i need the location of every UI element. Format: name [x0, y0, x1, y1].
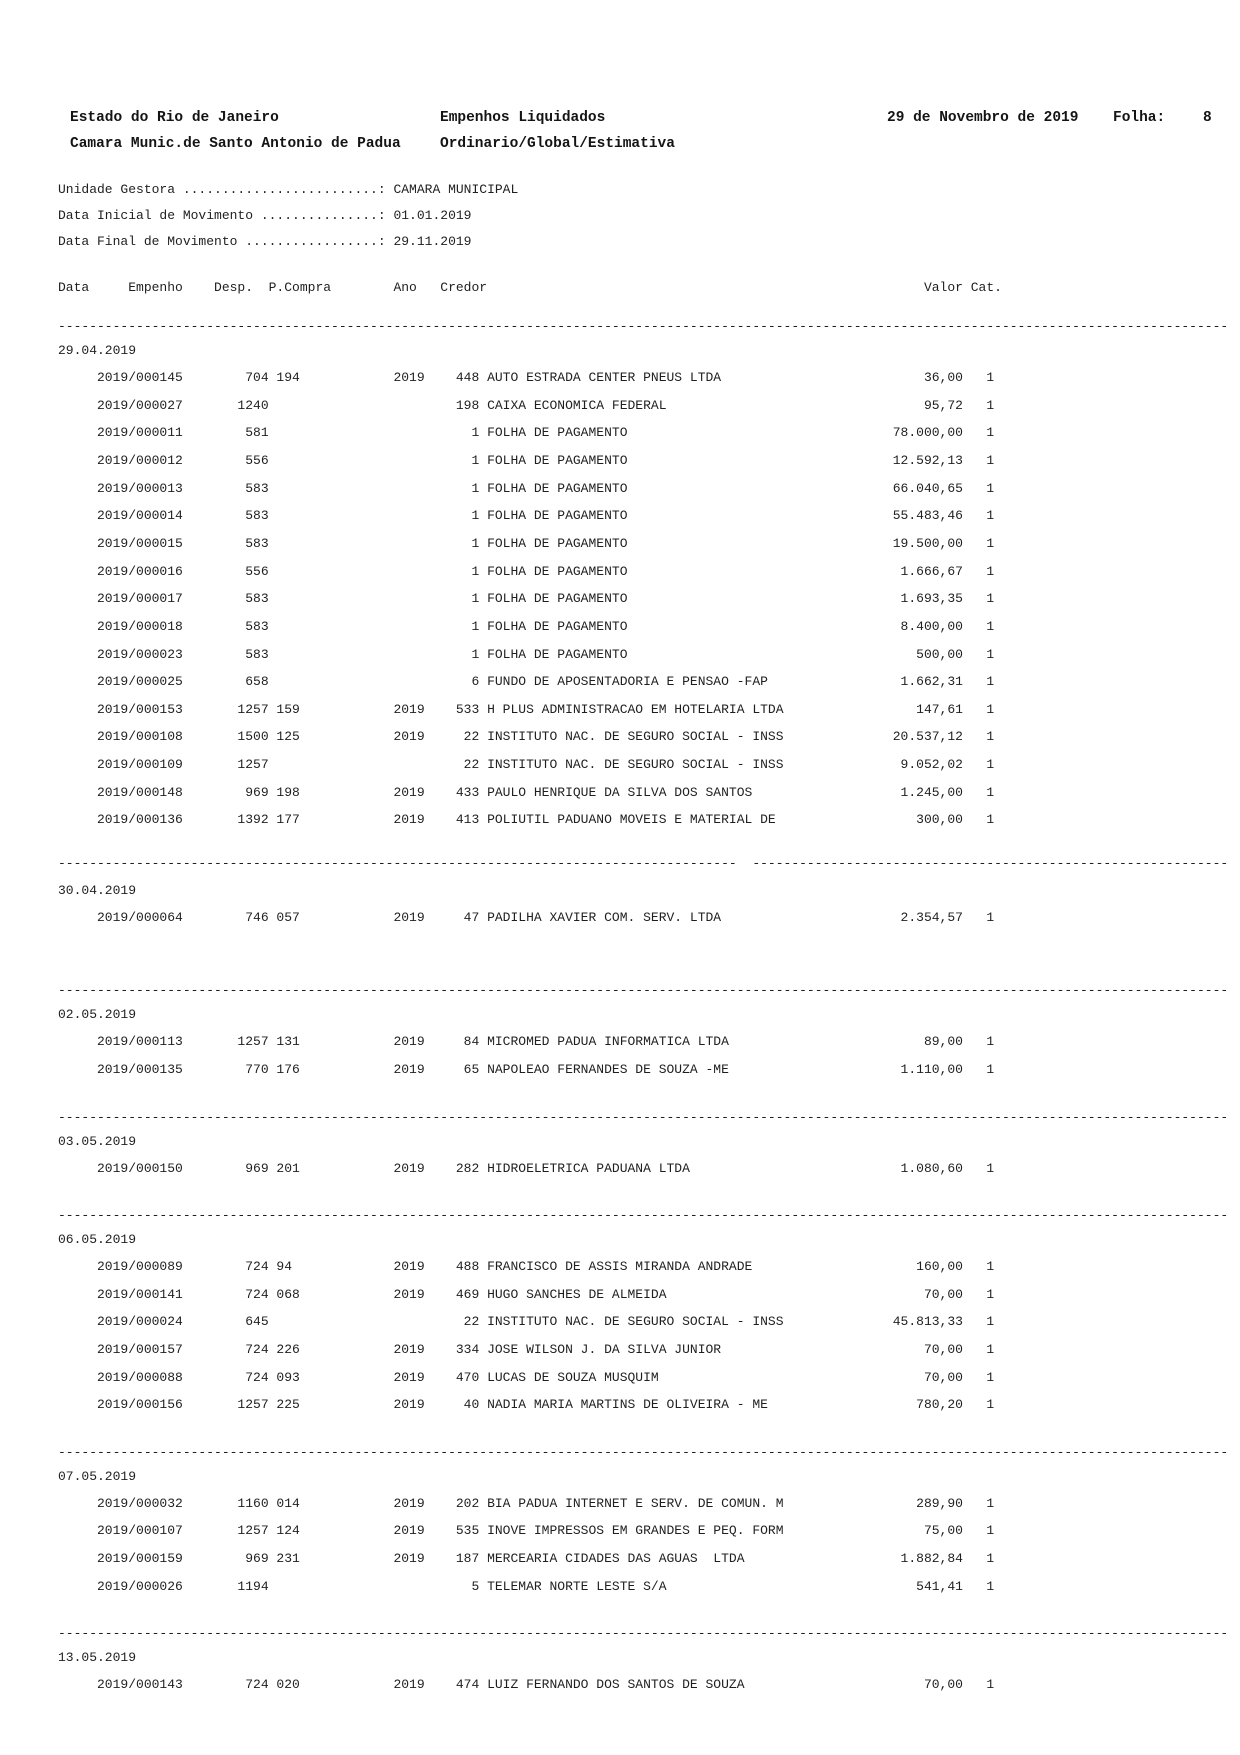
- table-row: 2019/000017 583 1 FOLHA DE PAGAMENTO 1.693,35 1: [58, 591, 995, 607]
- table-row: 2019/000107 1257 124 2019 535 INOVE IMPRESSOS EM GRANDES E PEQ. FORM 75,00 1: [58, 1523, 995, 1539]
- info-line: Data Final de Movimento .................: 29.11.2019: [58, 234, 472, 249]
- table-row: 2019/000018 583 1 FOLHA DE PAGAMENTO 8.400,00 1: [58, 618, 995, 634]
- section-date: 13.05.2019: [58, 1650, 137, 1666]
- info-line: Data Inicial de Movimento ...............: 01.01.2019: [58, 208, 472, 223]
- table-row: 2019/000109 1257 22 INSTITUTO NAC. DE SEGURO SOCIAL - INSS 9.052,02 1: [58, 757, 995, 773]
- section-date: 03.05.2019: [58, 1133, 137, 1149]
- table-row: 2019/000113 1257 131 2019 84 MICROMED PADUA INFORMATICA LTDA 89,00 1: [58, 1034, 995, 1050]
- section-date: 30.04.2019: [58, 883, 137, 899]
- org-state: Estado do Rio de Janeiro: [70, 110, 279, 126]
- section-date: 07.05.2019: [58, 1468, 137, 1484]
- table-row: 2019/000015 583 1 FOLHA DE PAGAMENTO 19.500,00 1: [58, 535, 995, 551]
- table-row: 2019/000153 1257 159 2019 533 H PLUS ADMINISTRACAO EM HOTELARIA LTDA 147,61 1: [58, 701, 995, 717]
- table-row: 2019/000143 724 020 2019 474 LUIZ FERNANDO DOS SANTOS DE SOUZA 70,00 1: [58, 1677, 995, 1693]
- table-row: 2019/000156 1257 225 2019 40 NADIA MARIA MARTINS DE OLIVEIRA - ME 780,20 1: [58, 1397, 995, 1413]
- table-row: 2019/000027 1240 198 CAIXA ECONOMICA FEDERAL 95,72 1: [58, 397, 995, 413]
- report-subtitle: Ordinario/Global/Estimativa: [440, 136, 675, 152]
- table-row: 2019/000089 724 94 2019 488 FRANCISCO DE ASSIS MIRANDA ANDRADE 160,00 1: [58, 1259, 995, 1275]
- info-line: Unidade Gestora .........................: CAMARA MUNICIPAL: [58, 182, 519, 197]
- table-row: 2019/000012 556 1 FOLHA DE PAGAMENTO 12.592,13 1: [58, 452, 995, 468]
- section-date: 06.05.2019: [58, 1232, 137, 1248]
- table-row: 2019/000032 1160 014 2019 202 BIA PADUA INTERNET E SERV. DE COMUN. M 289,90 1: [58, 1495, 995, 1511]
- table-row: 2019/000150 969 201 2019 282 HIDROELETRICA PADUANA LTDA 1.080,60 1: [58, 1160, 995, 1176]
- section-date: 29.04.2019: [58, 343, 137, 358]
- table-row: 2019/000014 583 1 FOLHA DE PAGAMENTO 55.483,46 1: [58, 508, 995, 524]
- org-name: Camara Munic.de Santo Antonio de Padua: [70, 136, 401, 152]
- table-column-header: Data Empenho Desp. P.Compra Ano Credor Valor Cat.: [58, 280, 1002, 295]
- folha-label: Folha:: [1113, 110, 1166, 126]
- table-row: 2019/000135 770 176 2019 65 NAPOLEAO FERNANDES DE SOUZA -ME 1.110,00 1: [58, 1062, 995, 1078]
- table-row: 2019/000088 724 093 2019 470 LUCAS DE SOUZA MUSQUIM 70,00 1: [58, 1369, 995, 1385]
- table-row: 2019/000148 969 198 2019 433 PAULO HENRIQUE DA SILVA DOS SANTOS 1.245,00 1: [58, 784, 995, 800]
- table-row: 2019/000024 645 22 INSTITUTO NAC. DE SEGURO SOCIAL - INSS 45.813,33 1: [58, 1314, 995, 1330]
- table-row: 2019/000145 704 194 2019 448 AUTO ESTRADA CENTER PNEUS LTDA 36,00 1: [58, 370, 995, 385]
- separator: --------------------------------------------------------------------------------------- -------------------------------------------------------------: [58, 856, 1229, 872]
- separator: ------------------------------------------------------------------------------------------------------------------------------------------------------: [58, 319, 1229, 334]
- separator: ------------------------------------------------------------------------------------------------------------------------------------------------------: [58, 1208, 1229, 1224]
- table-row: 2019/000108 1500 125 2019 22 INSTITUTO NAC. DE SEGURO SOCIAL - INSS 20.537,12 1: [58, 729, 995, 745]
- table-row: 2019/000064 746 057 2019 47 PADILHA XAVIER COM. SERV. LTDA 2.354,57 1: [58, 910, 995, 926]
- table-row: 2019/000011 581 1 FOLHA DE PAGAMENTO 78.000,00 1: [58, 425, 995, 441]
- table-row: 2019/000026 1194 5 TELEMAR NORTE LESTE S/A 541,41 1: [58, 1578, 995, 1594]
- table-row: 2019/000013 583 1 FOLHA DE PAGAMENTO 66.040,65 1: [58, 480, 995, 496]
- folha-value: 8: [1203, 110, 1212, 126]
- section-date: 02.05.2019: [58, 1007, 137, 1023]
- table-row: 2019/000141 724 068 2019 469 HUGO SANCHES DE ALMEIDA 70,00 1: [58, 1286, 995, 1302]
- separator: ------------------------------------------------------------------------------------------------------------------------------------------------------: [58, 1626, 1229, 1642]
- table-row: 2019/000136 1392 177 2019 413 POLIUTIL PADUANO MOVEIS E MATERIAL DE 300,00 1: [58, 812, 995, 828]
- table-row: 2019/000159 969 231 2019 187 MERCEARIA CIDADES DAS AGUAS LTDA 1.882,84 1: [58, 1551, 995, 1567]
- table-row: 2019/000023 583 1 FOLHA DE PAGAMENTO 500,00 1: [58, 646, 995, 662]
- report-title: Empenhos Liquidados: [440, 110, 606, 126]
- table-row: 2019/000016 556 1 FOLHA DE PAGAMENTO 1.666,67 1: [58, 563, 995, 579]
- report-date: 29 de Novembro de 2019: [887, 110, 1079, 126]
- separator: ------------------------------------------------------------------------------------------------------------------------------------------------------: [58, 1109, 1229, 1125]
- separator: ------------------------------------------------------------------------------------------------------------------------------------------------------: [58, 983, 1229, 999]
- separator: ------------------------------------------------------------------------------------------------------------------------------------------------------: [58, 1444, 1229, 1460]
- table-row: 2019/000025 658 6 FUNDO DE APOSENTADORIA E PENSAO -FAP 1.662,31 1: [58, 674, 995, 690]
- table-row: 2019/000157 724 226 2019 334 JOSE WILSON J. DA SILVA JUNIOR 70,00 1: [58, 1342, 995, 1357]
